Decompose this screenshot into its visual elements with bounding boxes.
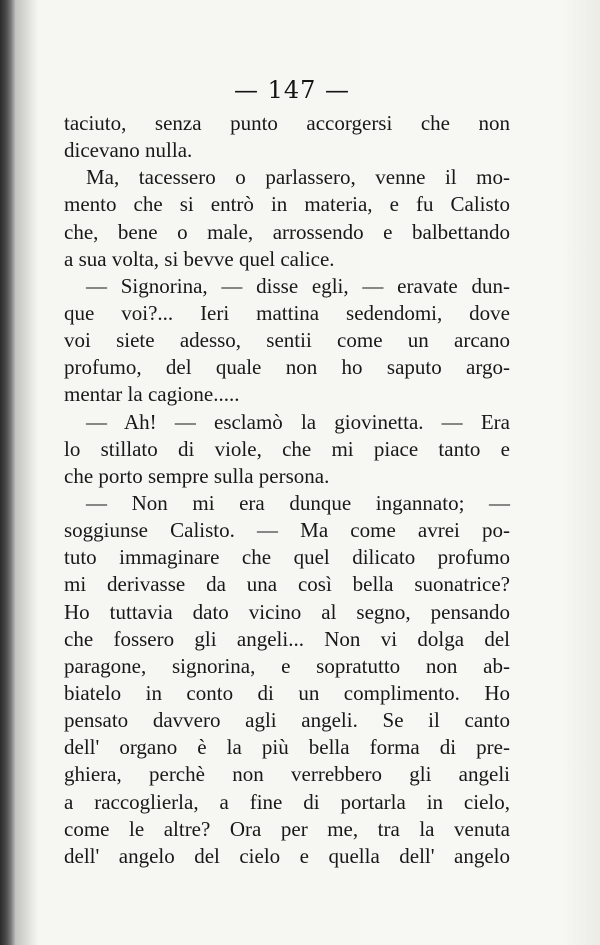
- text-line: soggiunse Calisto. — Ma come avrei po-: [64, 518, 510, 543]
- text-line: biatelo in conto di un complimento. Ho: [64, 680, 510, 705]
- text-line: pensato davvero agli angeli. Se il canto: [64, 708, 510, 733]
- text-line: mi derivasse da una così bella suonatrice?: [64, 572, 510, 597]
- text-line: che fossero gli angeli... Non vi dolga del: [64, 626, 510, 651]
- text-line: taciuto, senza punto accorgersi che non: [64, 111, 510, 135]
- text-line: — Ah! — esclamò la giovinetta. — Era: [86, 409, 510, 434]
- text-line: voi siete adesso, sentii come un arcano: [64, 328, 510, 353]
- text-line: dell' organo è la più bella forma di pre-: [64, 735, 510, 760]
- text-line: a sua volta, si bevve quel calice.: [64, 246, 335, 271]
- page-number: — 147 —: [233, 76, 351, 104]
- text-line: dicevano nulla.: [64, 138, 193, 163]
- text-line: che porto sempre sulla persona.: [64, 463, 330, 488]
- body-text: [64, 110, 510, 870]
- text-line: come le altre? Ora per me, tra la venuta: [64, 816, 510, 841]
- text-line: que voi?... Ieri mattina sedendomi, dove: [64, 300, 510, 325]
- text-line: Ma, tacessero o parlassero, venne il mo-: [86, 165, 510, 190]
- text-line: profumo, del quale non ho saputo argo-: [64, 355, 510, 380]
- text-line: — Signorina, — disse egli, — eravate dun-: [86, 273, 510, 298]
- page-binding-edge: [0, 0, 16, 945]
- text-line: mentar la cagione.....: [64, 382, 240, 407]
- text-line: lo stillato di viole, che mi piace tanto e: [64, 436, 510, 461]
- text-line: Ho tuttavia dato vicino al segno, pensando: [64, 599, 510, 624]
- text-line: mento che si entrò in materia, e fu Calisto: [64, 192, 510, 217]
- text-line: a raccoglierla, a fine di portarla in cielo,: [64, 789, 510, 814]
- text-line: ghiera, perchè non verrebbero gli angeli: [64, 762, 510, 787]
- text-line: dell' angelo del cielo e quella dell' angelo: [64, 843, 510, 868]
- gutter-shadow: [16, 0, 38, 945]
- text-line: paragone, signorina, e sopratutto non ab-: [64, 653, 510, 678]
- text-line: tuto immaginare che quel dilicato profumo: [64, 545, 510, 570]
- text-line: — Non mi era dunque ingannato; —: [86, 490, 510, 515]
- text-line: che, bene o male, arrossendo e balbettando: [64, 219, 510, 244]
